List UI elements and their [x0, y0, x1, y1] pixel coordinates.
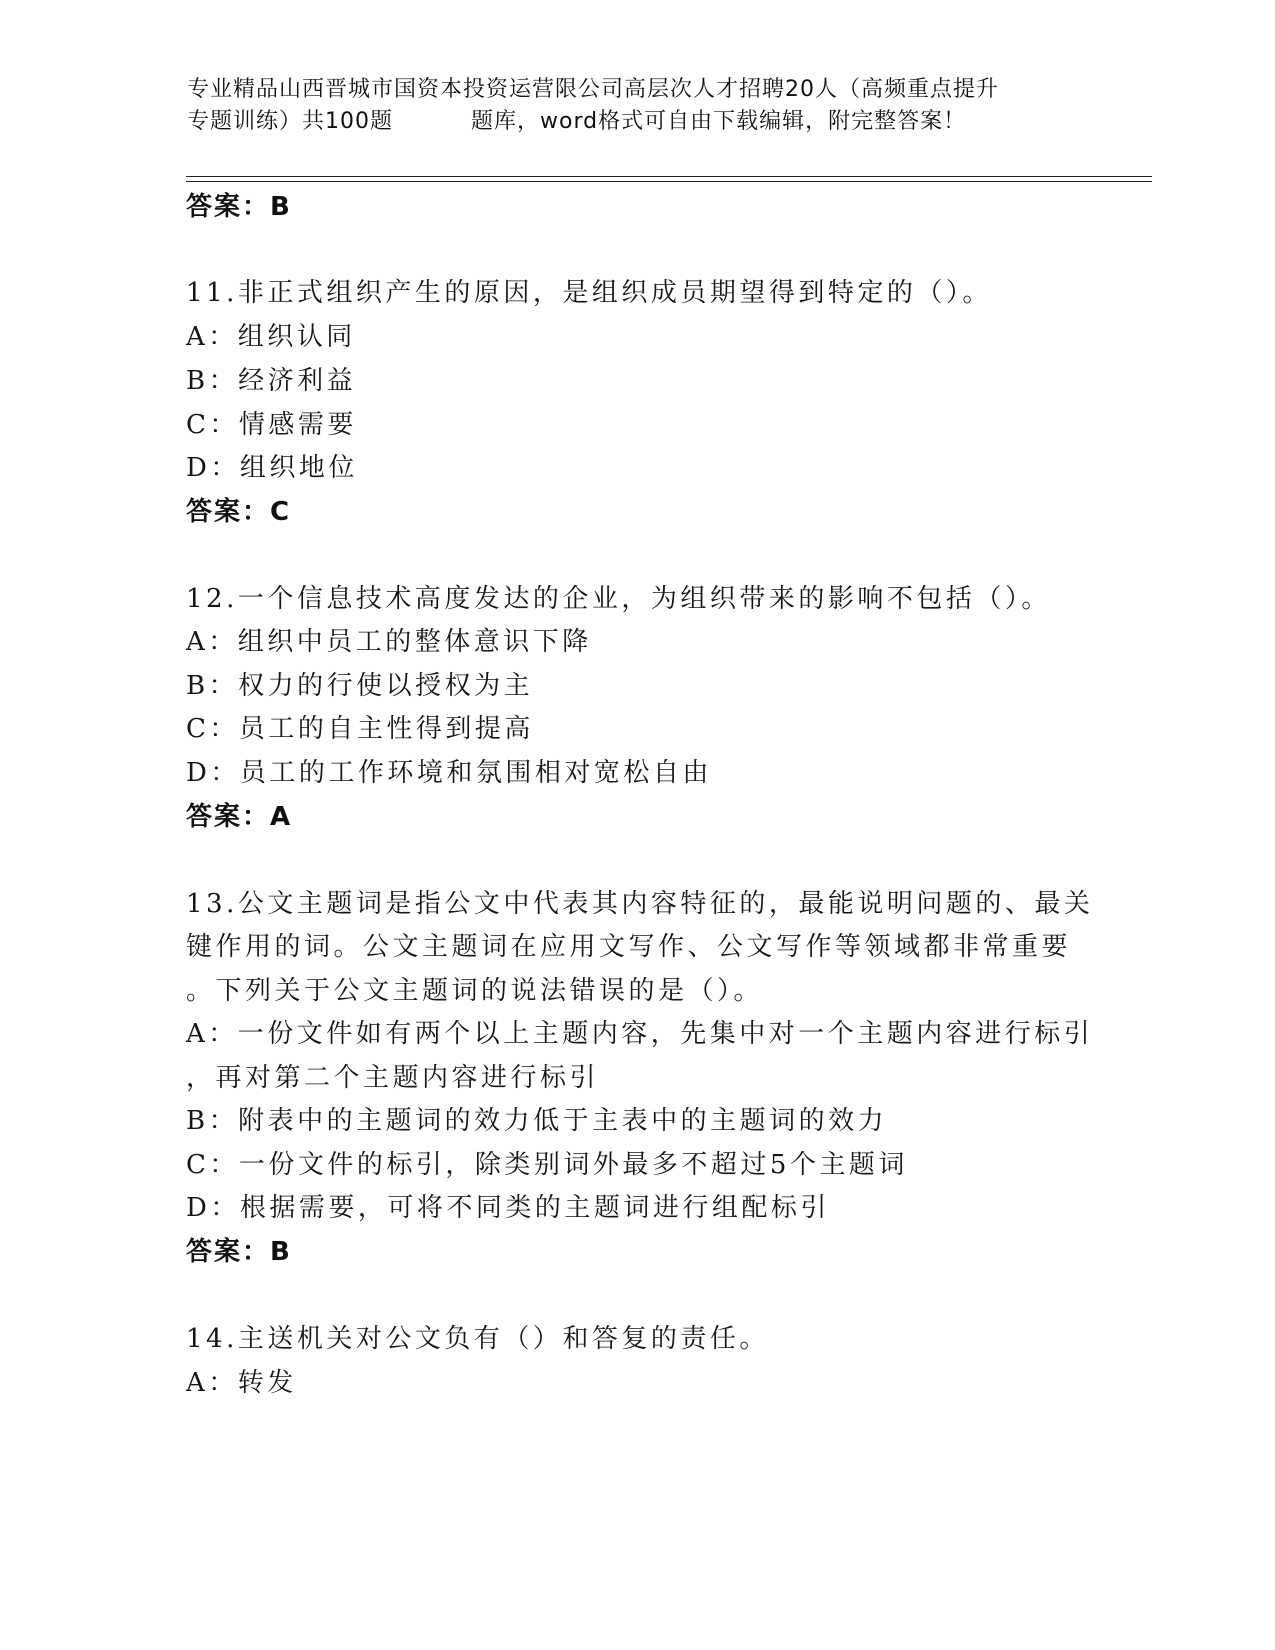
question-stem-cont: 键作用的词。公文主题词在应用文写作、公文写作等领域都非常重要	[186, 932, 1072, 962]
option-a: A：组织认同	[186, 322, 356, 352]
option-a: A：组织中员工的整体意识下降	[186, 627, 592, 657]
option-a: A：一份文件如有两个以上主题内容，先集中对一个主题内容进行标引	[186, 1019, 1094, 1049]
option-d: D：员工的工作环境和氛围相对宽松自由	[186, 758, 712, 788]
option-a: A：转发	[186, 1368, 297, 1398]
option-c: C：员工的自主性得到提高	[186, 714, 534, 744]
option-c: C：一份文件的标引，除类别词外最多不超过5个主题词	[186, 1150, 908, 1180]
question-stem: 14.主送机关对公文负有（）和答复的责任。	[186, 1324, 769, 1354]
question-stem: 12.一个信息技术高度发达的企业，为组织带来的影响不包括（）。	[186, 584, 1051, 614]
header-line-1: 专业精品山西晋城市国资本投资运营限公司高层次人才招聘20人（高频重点提升	[187, 77, 999, 102]
option-d: D：组织地位	[186, 453, 358, 483]
option-d: D：根据需要，可将不同类的主题词进行组配标引	[186, 1193, 830, 1223]
answer-line: 答案：C	[186, 497, 292, 527]
question-stem: 13.公文主题词是指公文中代表其内容特征的，最能说明问题的、最关	[186, 889, 1094, 919]
question-stem: 11.非正式组织产生的原因，是组织成员期望得到特定的（）。	[186, 278, 992, 308]
header-rule-top	[186, 176, 1152, 177]
question-stem-cont: 。下列关于公文主题词的说法错误的是（）。	[186, 976, 764, 1006]
option-a-cont: ，再对第二个主题内容进行标引	[186, 1063, 600, 1093]
answer-line: 答案：B	[186, 192, 292, 222]
option-b: B：附表中的主题词的效力低于主表中的主题词的效力	[186, 1106, 888, 1136]
option-c: C：情感需要	[186, 410, 357, 440]
header-line-2-left: 专题训练）共100题	[187, 109, 393, 134]
header-line-2	[187, 106, 1087, 138]
header-rule-bottom	[186, 181, 1152, 182]
option-b: B：权力的行使以授权为主	[186, 671, 534, 701]
answer-line: 答案：B	[186, 1237, 292, 1267]
option-b: B：经济利益	[186, 366, 357, 396]
answer-line: 答案：A	[186, 802, 293, 832]
header-line-2-right: 题库，word格式可自由下载编辑，附完整答案！	[471, 109, 967, 134]
document-header	[187, 74, 1087, 138]
